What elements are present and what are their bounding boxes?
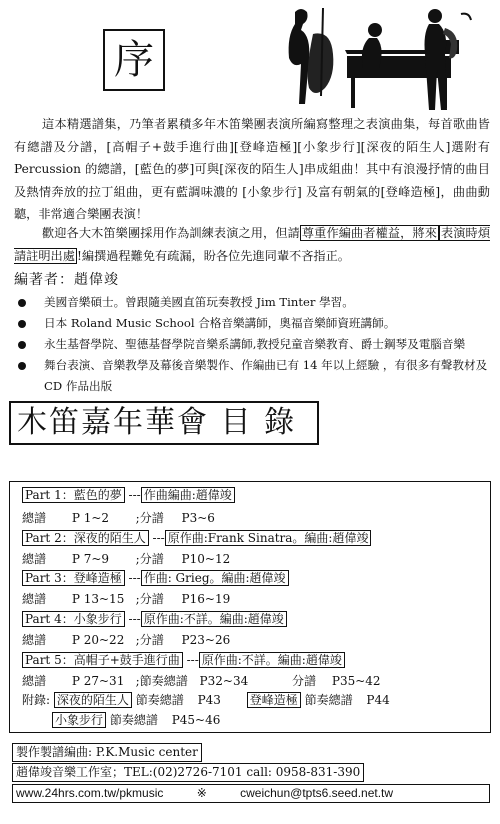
toc-part-3 bbox=[22, 570, 289, 587]
website-link[interactable]: www.24hrs.com.tw/pkmusic bbox=[16, 786, 164, 800]
appendix-item-name: 深夜的陌生人 bbox=[54, 692, 132, 708]
author-bio-text: 永生基督學院、聖德基督學院音樂系講師,教授兒童音樂教育、爵士鋼琴及電腦音樂 bbox=[44, 337, 466, 351]
toc-part-credit: 原作曲:不詳。編曲:趙偉竣 bbox=[141, 611, 287, 627]
toc-part-credit: 作曲編曲:趙偉竣 bbox=[141, 487, 235, 503]
toc-part-label: Part 5：高帽子+鼓手進行曲 bbox=[22, 652, 183, 668]
preface-para2-a: 歡迎各大木笛樂團採用作為訓練表演之用，但請 bbox=[42, 226, 300, 240]
parts-label: ;分譜 bbox=[135, 592, 164, 606]
toc-part-5-pages bbox=[22, 673, 381, 690]
author-bio-item bbox=[14, 292, 490, 313]
appendix-item-desc: 節奏總譜 bbox=[304, 693, 353, 707]
parts-label: ;分譜 bbox=[135, 633, 164, 647]
toc-part-1 bbox=[22, 487, 235, 504]
score-label: 總譜 bbox=[22, 511, 47, 525]
rhythm-score-pages: P32~34 bbox=[199, 674, 249, 688]
appendix-item-desc: 節奏總譜 bbox=[109, 713, 158, 727]
parts-pages: P10~12 bbox=[181, 552, 231, 566]
score-pages: P 7~9 bbox=[71, 552, 110, 566]
toc-part-3-pages bbox=[22, 591, 230, 608]
producer-credit: 製作製譜編曲: P.K.Music center bbox=[12, 743, 202, 762]
toc-title: 木笛嘉年華會 目 錄 bbox=[9, 401, 319, 445]
web-contact-row bbox=[12, 784, 490, 803]
score-pages: P 27~31 bbox=[71, 674, 125, 688]
appendix-item-pages: P45~46 bbox=[171, 713, 221, 727]
appendix-item-pages: P44 bbox=[366, 693, 390, 707]
preface-para2-boxed-2: 表演時煩請註明出處 bbox=[14, 226, 491, 263]
toc-box bbox=[9, 481, 491, 733]
toc-part-4-pages bbox=[22, 632, 230, 649]
author-bio-list bbox=[14, 292, 490, 397]
bullet-icon bbox=[18, 299, 26, 307]
toc-part-4 bbox=[22, 611, 287, 628]
toc-appendix-row-1 bbox=[22, 692, 390, 709]
parts-pages: P23~26 bbox=[181, 633, 231, 647]
score-label: 總譜 bbox=[22, 592, 47, 606]
toc-part-label: Part 2：深夜的陌生人 bbox=[22, 530, 149, 546]
rhythm-score-label: ;節奏總譜 bbox=[135, 674, 188, 688]
toc-part-5 bbox=[22, 652, 345, 669]
preface-heading: 序 bbox=[114, 37, 154, 83]
appendix-item-name: 登峰造極 bbox=[247, 692, 301, 708]
bullet-icon bbox=[18, 320, 26, 328]
toc-part-2 bbox=[22, 530, 371, 547]
author-bio-item bbox=[14, 355, 490, 397]
preface-paragraph-2 bbox=[14, 222, 490, 267]
parts-pages: P3~6 bbox=[181, 511, 215, 525]
toc-dash: --- bbox=[128, 488, 141, 502]
toc-dash: --- bbox=[152, 531, 165, 545]
appendix-item-name: 小象步行 bbox=[52, 712, 106, 728]
author-bio-item bbox=[14, 313, 490, 334]
appendix-item-pages: P43 bbox=[197, 693, 221, 707]
score-pages: P 1~2 bbox=[71, 511, 110, 525]
toc-part-1-pages bbox=[22, 510, 215, 527]
appendix-label: 附錄: bbox=[22, 693, 51, 707]
score-pages: P 20~22 bbox=[71, 633, 125, 647]
bullet-icon bbox=[18, 341, 26, 349]
author-bio-text: 美國音樂碩士。曾跟隨美國直笛玩奏教授 Jim Tinter 學習。 bbox=[44, 295, 354, 309]
parts-pages: P35~42 bbox=[331, 674, 381, 688]
toc-part-label: Part 3：登峰造極 bbox=[22, 570, 125, 586]
parts-label: ;分譜 bbox=[135, 511, 164, 525]
score-label: 總譜 bbox=[22, 674, 47, 688]
score-label: 總譜 bbox=[22, 552, 47, 566]
toc-dash: --- bbox=[128, 571, 141, 585]
toc-part-credit: 原作曲:不詳。編曲:趙偉竣 bbox=[199, 652, 345, 668]
toc-part-label: Part 4：小象步行 bbox=[22, 611, 125, 627]
toc-part-credit: 原作曲:Frank Sinatra。編曲:趙偉竣 bbox=[165, 530, 372, 546]
toc-appendix-row-2 bbox=[52, 712, 220, 729]
score-pages: P 13~15 bbox=[71, 592, 125, 606]
toc-part-2-pages bbox=[22, 551, 230, 568]
parts-label: ;分譜 bbox=[135, 552, 164, 566]
score-label: 總譜 bbox=[22, 633, 47, 647]
studio-contact: 趙偉竣音樂工作室；TEL:(02)2726-7101 call: 0958-831-390 bbox=[12, 763, 364, 782]
email-link[interactable]: cweichun@tpts6.seed.net.tw bbox=[240, 786, 394, 800]
preface-para2-boxed-1: 尊重作編曲者權益，將來 bbox=[301, 226, 437, 240]
preface-para2-b: !編撰過程難免有疏漏，盼各位先進同輩不吝指正。 bbox=[76, 248, 350, 263]
toc-dash: --- bbox=[186, 653, 199, 667]
toc-dash: --- bbox=[128, 612, 141, 626]
toc-part-credit: 作曲: Grieg。編曲:趙偉竣 bbox=[141, 570, 289, 586]
toc-part-label: Part 1：藍色的夢 bbox=[22, 487, 125, 503]
author-bio-text: 舞台表演、音樂教學及幕後音樂製作、作編曲已有 14 年以上經驗 ，有很多有聲教材及 CD 作品出版 bbox=[44, 358, 488, 393]
separator-mark: ※ bbox=[196, 786, 207, 800]
author-bio-text: 日本 Roland Music School 合格音樂講師，奧福音樂師資班講師。 bbox=[44, 316, 396, 330]
preface-heading-box bbox=[103, 29, 165, 91]
appendix-item-desc: 節奏總譜 bbox=[135, 693, 184, 707]
bullet-icon bbox=[18, 362, 26, 370]
musicians-illustration bbox=[275, 4, 485, 114]
parts-pages: P16~19 bbox=[181, 592, 231, 606]
author-bio-item bbox=[14, 334, 490, 355]
preface-paragraph-1 bbox=[14, 113, 490, 226]
author-heading: 編著者：趙偉竣 bbox=[14, 272, 119, 288]
parts-label: 分譜 bbox=[292, 674, 317, 688]
preface-para1-text: 這本精選譜集，乃筆者累積多年木笛樂團表演所編寫整理之表演曲集，每首歌曲皆有總譜及分譜，[高帽子+鼓手進行曲][登峰造極][小象步行][深夜的陌生人]選附有 Percussion 的總譜，[藍色的夢]可與[深夜的陌生人]串成組曲！其中有浪漫抒情的曲目及熱情奔放的拉丁組曲，更有藍調味濃的 [小象步行] 及富有朝氣的[登峰造極]，曲曲動聽，非常適合樂團表演！ bbox=[14, 117, 490, 221]
